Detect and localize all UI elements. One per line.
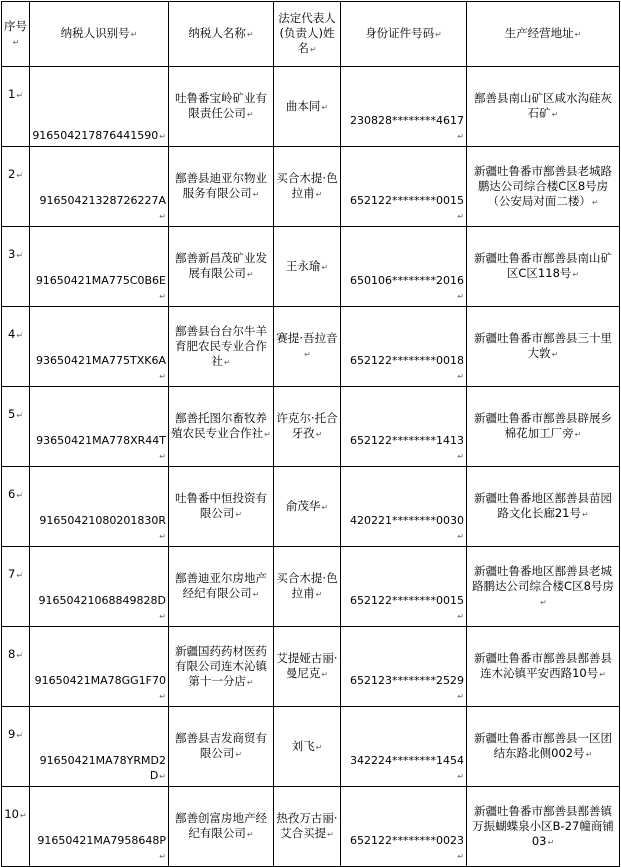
table-row [2, 67, 620, 147]
cell-tax-id: 91650421328726227A ↵ [30, 147, 169, 227]
table-header-row [2, 2, 620, 67]
cell-name: 鄯善迪亚尔房地产经纪有限公司 ↵ [169, 547, 274, 627]
cell-seq: 1 ↵ [2, 67, 30, 147]
cell-name: 吐鲁番中恒投资有限公司 ↵ [169, 467, 274, 547]
cell-address: 新疆吐鲁番市鄯善县鄯善县连木沁镇平安西路10号 ↵ [467, 627, 620, 707]
cell-address: 新疆吐鲁番地区鄯善县苗园路文化长廊21号 ↵ [467, 467, 620, 547]
cell-name: 新疆国药药材医药有限公司连木沁镇第十一分店 ↵ [169, 627, 274, 707]
cell-name: 吐鲁番宝岭矿业有限责任公司 ↵ [169, 67, 274, 147]
cell-rep: 刘飞 ↵ [274, 707, 341, 787]
cell-id-no: 230828********4617 ↵ [341, 67, 467, 147]
cell-tax-id: 91650421MA78YRMD2D ↵ [30, 707, 169, 787]
cell-name: 鄯善创富房地产经纪有限公司 ↵ [169, 787, 274, 867]
cell-seq: 5 ↵ [2, 387, 30, 467]
table-row [2, 147, 620, 227]
table-row [2, 227, 620, 307]
cell-seq: 4 ↵ [2, 307, 30, 387]
cell-seq: 3 ↵ [2, 227, 30, 307]
table-row [2, 467, 620, 547]
cell-seq: 10 ↵ [2, 787, 30, 867]
cell-tax-id: 93650421MA775TXK6A ↵ [30, 307, 169, 387]
header-address: 生产经营地址 ↵ [467, 2, 620, 67]
header-seq: 序号 ↵ [2, 2, 30, 67]
cell-seq: 6 ↵ [2, 467, 30, 547]
cell-rep: 买合木提·色拉甫 ↵ [274, 147, 341, 227]
table-row [2, 307, 620, 387]
table-row [2, 787, 620, 867]
cell-name: 鄯善县迪亚尔物业服务有限公司 ↵ [169, 147, 274, 227]
cell-id-no: 652122********1413 ↵ [341, 387, 467, 467]
table-row [2, 387, 620, 467]
cell-seq: 8 ↵ [2, 627, 30, 707]
cell-tax-id: 93650421MA778XR44T ↵ [30, 387, 169, 467]
cell-seq: 2 ↵ [2, 147, 30, 227]
cell-rep: 热孜万古丽·艾合买提 ↵ [274, 787, 341, 867]
cell-id-no: 342224********1454 ↵ [341, 707, 467, 787]
cell-id-no: 650106********2016 ↵ [341, 227, 467, 307]
cell-id-no: 652122********0018 ↵ [341, 307, 467, 387]
cell-id-no: 652122********0015 ↵ [341, 147, 467, 227]
table-row [2, 627, 620, 707]
cell-rep: 曲本同 ↵ [274, 67, 341, 147]
cell-tax-id: 916504217876441590 ↵ [30, 67, 169, 147]
cell-address: 新疆吐鲁番市鄯善县南山矿区C区118号 ↵ [467, 227, 620, 307]
cell-rep: 王永瑜 ↵ [274, 227, 341, 307]
table-row [2, 547, 620, 627]
cell-id-no: 652122********0015 ↵ [341, 547, 467, 627]
cell-address: 新疆吐鲁番市鄯善县辟展乡棉花加工厂旁 ↵ [467, 387, 620, 467]
header-id-no: 身份证件号码 ↵ [341, 2, 467, 67]
cell-rep: 买合木提·色拉甫 ↵ [274, 547, 341, 627]
cell-seq: 7 ↵ [2, 547, 30, 627]
taxpayer-table [1, 1, 620, 867]
cell-name: 鄯善托图尔畜牧养殖农民专业合作社 ↵ [169, 387, 274, 467]
cell-id-no: 652123********2529 ↵ [341, 627, 467, 707]
cell-id-no: 420221********0030 ↵ [341, 467, 467, 547]
cell-id-no: 652122********0023 ↵ [341, 787, 467, 867]
cell-name: 鄯善县吉发商贸有限公司 ↵ [169, 707, 274, 787]
cell-address: 新疆吐鲁番市鄯善县三十里大敦 ↵ [467, 307, 620, 387]
cell-tax-id: 91650421MA7958648P ↵ [30, 787, 169, 867]
cell-tax-id: 91650421068849828D ↵ [30, 547, 169, 627]
cell-rep: 许克尔·托合牙孜 ↵ [274, 387, 341, 467]
cell-tax-id: 91650421MA775C0B6E ↵ [30, 227, 169, 307]
header-tax-id: 纳税人识别号 ↵ [30, 2, 169, 67]
cell-name: 鄯善县台台尔牛羊育肥农民专业合作社 ↵ [169, 307, 274, 387]
table-row [2, 707, 620, 787]
cell-address: 新疆吐鲁番市鄯善县老城路鹏达公司综合楼C区8号房（公安局对面二楼） ↵ [467, 147, 620, 227]
cell-seq: 9 ↵ [2, 707, 30, 787]
cell-address: 新疆吐鲁番市鄯善县鄯善镇万振蝴蝶泉小区B-27幢商铺03 ↵ [467, 787, 620, 867]
cell-address: 新疆吐鲁番市鄯善县一区团结东路北侧002号 ↵ [467, 707, 620, 787]
cell-address: 鄯善县南山矿区咸水沟硅灰石矿 ↵ [467, 67, 620, 147]
header-rep: 法定代表人(负责人)姓名 ↵ [274, 2, 341, 67]
cell-rep: 俞茂华 ↵ [274, 467, 341, 547]
cell-name: 鄯善新昌茂矿业发展有限公司 ↵ [169, 227, 274, 307]
header-name: 纳税人名称 ↵ [169, 2, 274, 67]
cell-rep: 赛提·吾拉音 ↵ [274, 307, 341, 387]
cell-rep: 艾提娅古丽·曼尼克 ↵ [274, 627, 341, 707]
cell-address: 新疆吐鲁番地区鄯善县老城路鹏达公司综合楼C区8号房 ↵ [467, 547, 620, 627]
cell-tax-id: 91650421080201830R ↵ [30, 467, 169, 547]
cell-tax-id: 91650421MA78GG1F70 ↵ [30, 627, 169, 707]
